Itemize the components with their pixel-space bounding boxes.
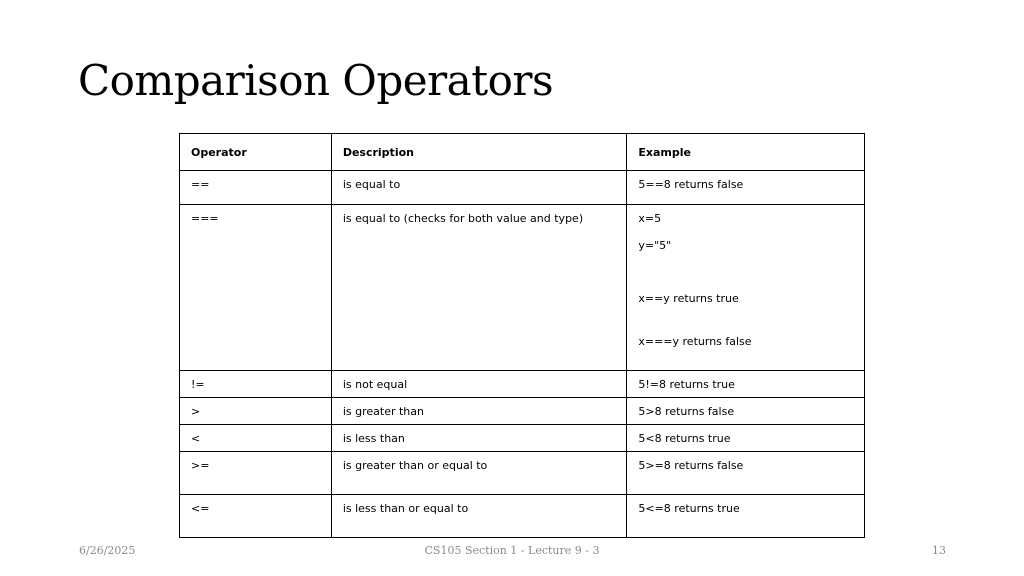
operator-cell: > bbox=[180, 398, 332, 425]
example-line: x===y returns false bbox=[638, 335, 752, 348]
example-cell: 5>8 returns false bbox=[627, 398, 865, 425]
description-cell: is less than or equal to bbox=[331, 495, 627, 538]
header-operator: Operator bbox=[180, 134, 332, 171]
header-description: Description bbox=[331, 134, 627, 171]
example-cell: 5<=8 returns true bbox=[627, 495, 865, 538]
example-cell bbox=[627, 205, 865, 371]
operator-cell: < bbox=[180, 425, 332, 452]
operator-cell: != bbox=[180, 371, 332, 398]
table-row bbox=[180, 495, 865, 538]
header-example: Example bbox=[627, 134, 865, 171]
example-line: x==y returns true bbox=[638, 292, 739, 305]
table-header-row bbox=[180, 134, 865, 171]
table-row bbox=[180, 371, 865, 398]
footer-page-number: 13 bbox=[932, 544, 946, 557]
example-line: y="5" bbox=[638, 239, 672, 252]
operators-table bbox=[179, 133, 865, 538]
table-row bbox=[180, 205, 865, 371]
slide-title: Comparison Operators bbox=[78, 56, 554, 105]
example-cell: 5!=8 returns true bbox=[627, 371, 865, 398]
table-row bbox=[180, 171, 865, 205]
operator-cell: >= bbox=[180, 452, 332, 495]
description-cell: is not equal bbox=[331, 371, 627, 398]
operator-cell: == bbox=[180, 171, 332, 205]
example-cell: 5==8 returns false bbox=[627, 171, 865, 205]
example-cell: 5<8 returns true bbox=[627, 425, 865, 452]
table-row bbox=[180, 398, 865, 425]
description-cell: is equal to bbox=[331, 171, 627, 205]
description-cell: is greater than bbox=[331, 398, 627, 425]
example-cell: 5>=8 returns false bbox=[627, 452, 865, 495]
footer-date: 6/26/2025 bbox=[79, 544, 136, 557]
operator-cell: === bbox=[180, 205, 332, 371]
table-row bbox=[180, 425, 865, 452]
description-cell: is greater than or equal to bbox=[331, 452, 627, 495]
table-row bbox=[180, 452, 865, 495]
footer-course: CS105 Section 1 - Lecture 9 - 3 bbox=[424, 544, 600, 557]
description-cell: is less than bbox=[331, 425, 627, 452]
operator-cell: <= bbox=[180, 495, 332, 538]
description-cell: is equal to (checks for both value and type) bbox=[331, 205, 627, 371]
example-line: x=5 bbox=[638, 212, 662, 225]
